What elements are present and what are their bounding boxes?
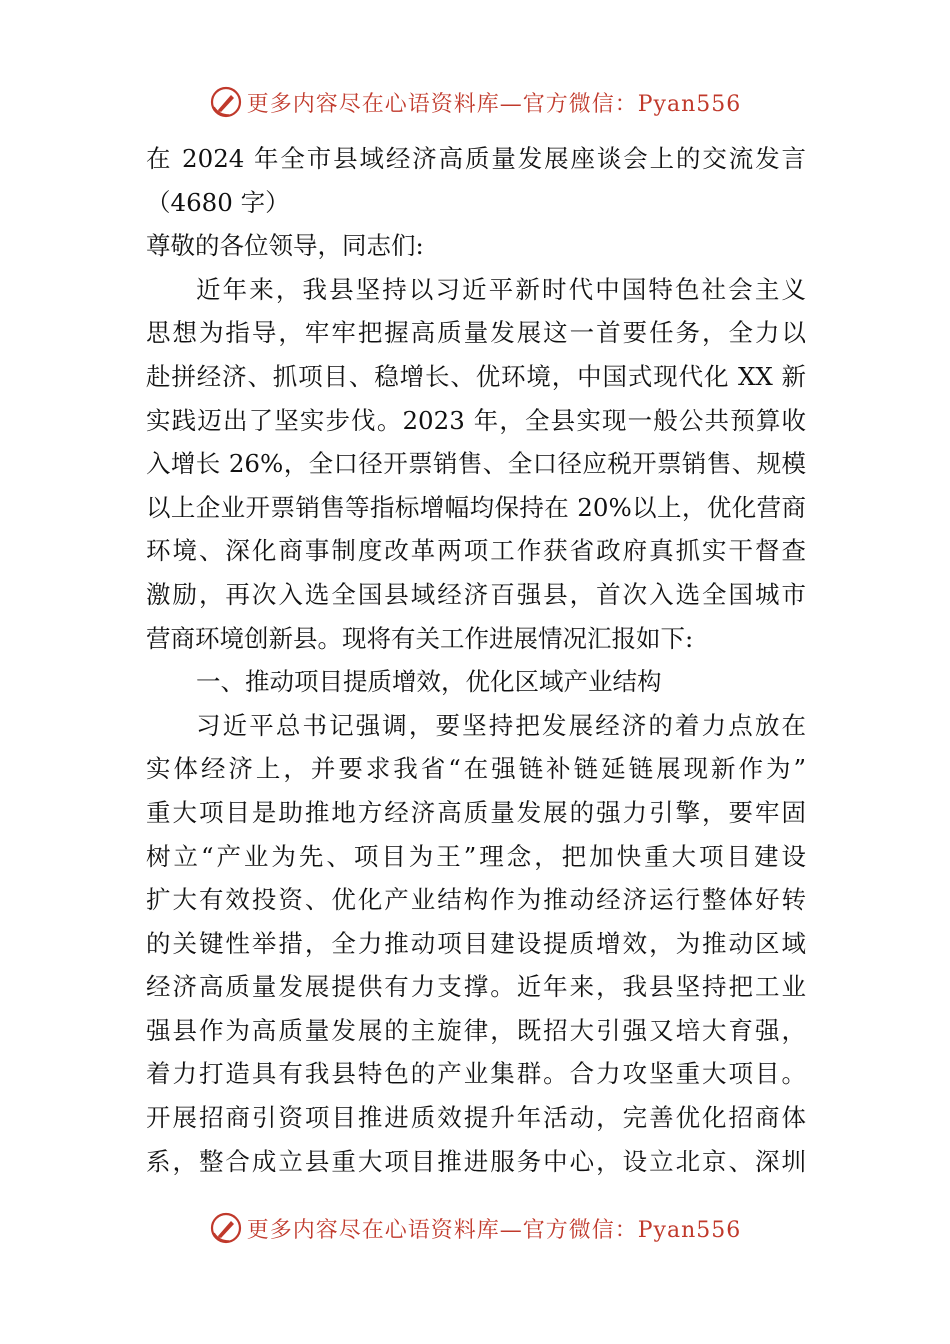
paragraph-line: 习近平总书记强调，要坚持把发展经济的着力点放在 xyxy=(196,710,806,740)
paragraph-line: 营商环境创新县。现将有关工作进展情况汇报如下: xyxy=(146,623,694,653)
document-title-line-2: （4680 字） xyxy=(146,187,290,217)
paragraph-line: 重大项目是助推地方经济高质量发展的强力引擎，要牢固 xyxy=(146,797,806,827)
section-heading-1: 一、推动项目提质增效，优化区域产业结构 xyxy=(196,667,662,697)
paragraph-line: 扩大有效投资、优化产业结构作为推动经济运行整体好转 xyxy=(146,885,806,915)
pen-circle-logo-icon xyxy=(209,1211,243,1245)
paragraph-line: 系，整合成立县重大项目推进服务中心，设立北京、深圳 xyxy=(146,1146,806,1176)
banner-text: 更多内容尽在心语资料库—官方微信：Pyan556 xyxy=(246,91,742,117)
paragraph-line: 着力打造具有我县特色的产业集群。合力攻坚重大项目。 xyxy=(146,1059,806,1089)
paragraph-line: 开展招商引资项目推进质效提升年活动，完善优化招商体 xyxy=(146,1103,806,1133)
paragraph-line: 激励，再次入选全国县域经济百强县，首次入选全国城市 xyxy=(146,579,806,609)
header-banner xyxy=(0,80,950,124)
footer-banner xyxy=(0,1206,950,1250)
paragraph-line: 的关键性举措，全力推动项目建设提质增效，为推动区域 xyxy=(146,928,806,958)
paragraph-line: 强县作为高质量发展的主旋律，既招大引强又培大育强， xyxy=(146,1015,806,1045)
document-title-line-1: 在 2024 年全市县域经济高质量发展座谈会上的交流发言 xyxy=(146,144,806,173)
document-body xyxy=(146,137,806,1183)
paragraph-line: 树立“产业为先、项目为王”理念，把加快重大项目建设 xyxy=(146,841,806,871)
pen-circle-logo-icon xyxy=(209,85,243,119)
paragraph-line: 实践迈出了坚实步伐。2023 年，全县实现一般公共预算收 xyxy=(146,405,806,435)
banner-text: 更多内容尽在心语资料库—官方微信：Pyan556 xyxy=(246,1217,742,1243)
paragraph-line: 以上企业开票销售等指标增幅均保持在 20%以上，优化营商 xyxy=(146,492,806,522)
paragraph-line: 赴拼经济、抓项目、稳增长、优环境，中国式现代化 XX 新 xyxy=(146,361,806,391)
paragraph-line: 环境、深化商事制度改革两项工作获省政府真抓实干督查 xyxy=(146,536,806,566)
paragraph-line: 入增长 26%，全口径开票销售、全口径应税开票销售、规模 xyxy=(146,449,806,479)
paragraph-line: 思想为指导，牢牢把握高质量发展这一首要任务，全力以 xyxy=(146,318,806,348)
paragraph-line: 实体经济上，并要求我省“在强链补链延链展现新作为” xyxy=(146,754,806,784)
paragraph-projects xyxy=(146,704,806,1184)
paragraph-line: 近年来，我县坚持以习近平新时代中国特色社会主义 xyxy=(196,274,806,304)
salutation: 尊敬的各位领导，同志们: xyxy=(146,231,424,261)
paragraph-line: 经济高质量发展提供有力支撑。近年来，我县坚持把工业 xyxy=(146,972,806,1002)
paragraph-intro xyxy=(146,268,806,660)
